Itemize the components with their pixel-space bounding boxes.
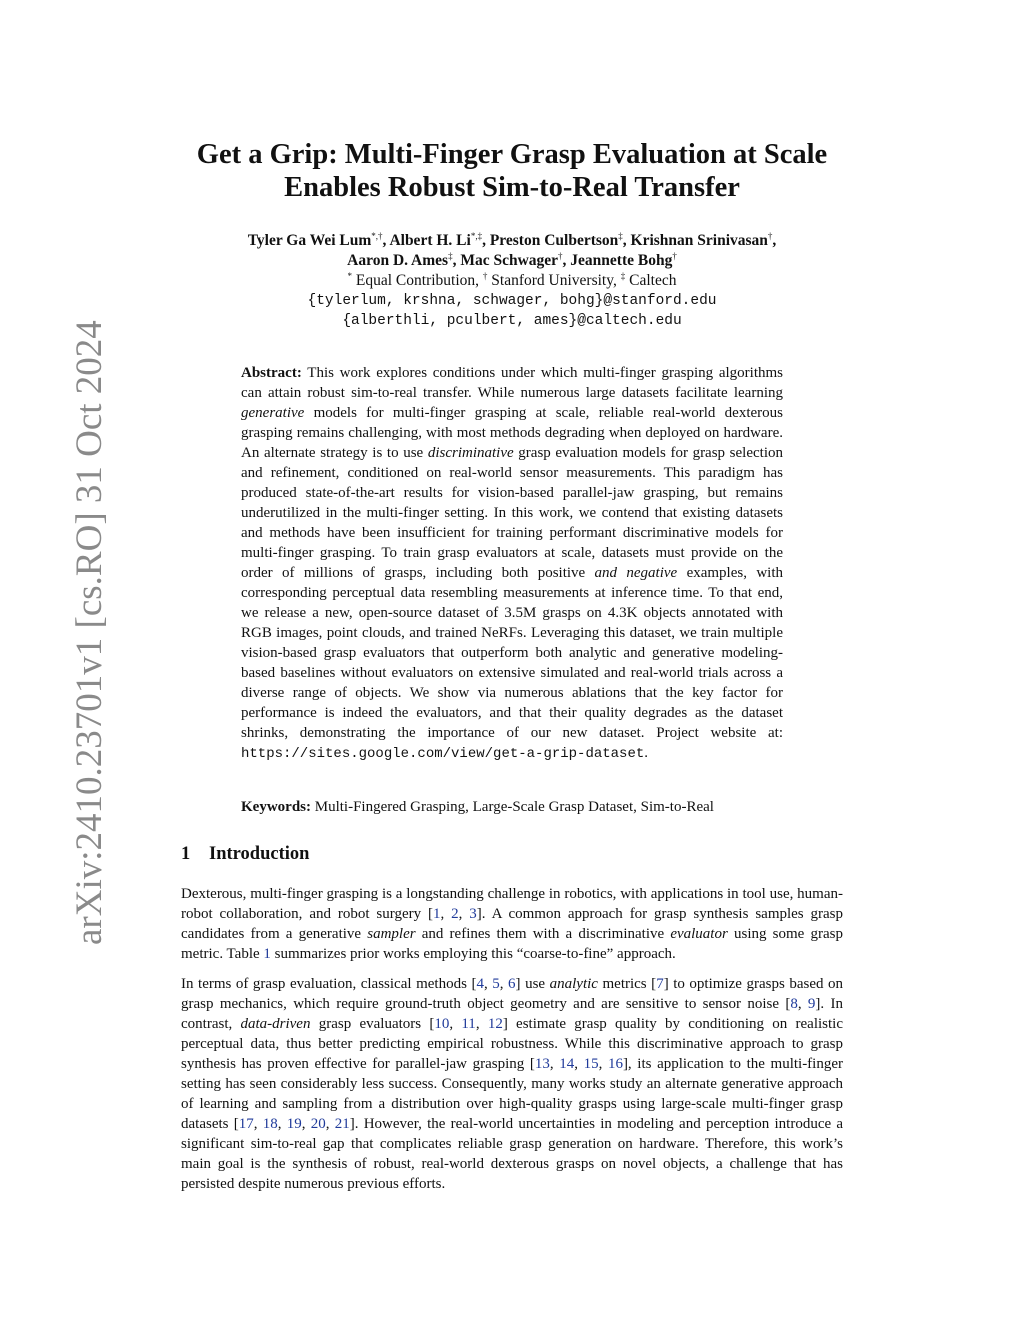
table-link[interactable]: 1 [263,946,271,962]
citation-link[interactable]: 18 [262,1116,278,1132]
section-number: 1 [181,844,191,864]
author-mark: † [767,230,773,241]
citation-link[interactable]: 11 [461,1016,476,1032]
author-name: Jeannette Bohg [570,252,673,269]
abstract: Abstract: This work explores conditions under which multi-finger grasping algorithms can attain robust sim-to-real transfer. While numerous large datasets facilitate learning generative models for multi-finger grasping at scale, reliable real-world dexterous grasping remains challenging, with most methods degrading when deployed on hardware. An alternate strategy is to use discriminative grasp evaluation models for grasp selection and refinement, conditioned on real-world sensor measurements. This paradigm has produced state-of-the-art results for vision-based parallel-jaw grasping, but remains underutilized in the multi-finger setting. In this work, we contend that existing datasets and methods have been insufficient for training performant discriminative models for multi-finger grasping. To train grasp evaluators at scale, datasets must provide on the order of millions of grasps, including both positive and negative examples, with corresponding perceptual data resembling measurements at inference time. To that end, we release a new, open-source dataset of 3.5M grasps on 4.3K objects annotated with RGB images, point clouds, and trained NeRFs. Leveraging this dataset, we train multiple vision-based grasp evaluators that outperform both analytic and generative modeling-based baselines without evaluators on extensive simulated and real-world trials across a diverse range of objects. We show via numerous ablations that the key factor for performance is indeed the evaluators, and that their quality degrades as the dataset shrinks, demonstrating the importance of our new dataset. Project website at: https://sites.google.com/view/get-a-grip-dataset. [241,365,783,762]
author-name: Albert H. Li [389,232,471,249]
author-mark: ‡ [618,230,623,241]
author-name: Tyler Ga Wei Lum [247,232,372,249]
author-name: Aaron D. Ames [347,252,449,269]
author-block [0,231,1024,331]
section-heading [181,843,309,865]
citation-link[interactable]: 1 [433,906,441,922]
citation-link[interactable]: 9 [807,996,816,1012]
intro-paragraph-1: Dexterous, multi-finger grasping is a longstanding challenge in robotics, with applications in tool use, human-robot collaboration, and robot surgery [1, 2, 3]. A common approach for grasp synthesis samples grasp candidates from a generative sampler and refines them with a discriminative evaluator using some grasp metric. Table 1 summarizes prior works employing this “coarse-to-fine” approach. [181,886,844,962]
intro-paragraph-2: In terms of grasp evaluation, classical methods [4, 5, 6] use analytic metrics [7] to optimize grasps based on grasp mechanics, which require ground-truth object geometry and are sensitive to sensor noise [8, 9]. In contrast, data-driven grasp evaluators [10, 11, 12] estimate grasp quality by conditioning on realistic perceptual data, thus better predicting empirical robustness. While this discriminative approach to grasp synthesis has proven effective for parallel-jaw grasping [13, 14, 15, 16], its application to the multi-finger setting has seen considerably less success. Consequently, many works study an alternate generative approach of learning and sampling from a distribution over high-quality grasps using large-scale multi-finger grasp datasets [17, 18, 19, 20, 21]. However, the real-world uncertainties in modeling and perception introduce a significant sim-to-real gap that complicates reliable grasp generation on hardware. Therefore, this work’s main goal is the synthesis of robust, real-world dexterous grasps on novel objects, a challenge that has persisted despite numerous previous efforts. [181,976,844,1192]
citation-link[interactable]: 10 [434,1016,450,1032]
citation-link[interactable]: 6 [508,976,516,992]
author-names: Tyler Ga Wei Lum*,†, Albert H. Li*,‡, Preston Culbertson‡, Krishnan Srinivasan†, [247,230,777,249]
citation-link[interactable]: 4 [476,976,484,992]
keywords [241,797,783,817]
author-name: Mac Schwager [460,252,559,269]
author-mark: † [672,250,677,261]
author-mark: *,‡ [470,230,483,241]
citation-link[interactable]: 2 [451,906,459,922]
author-mark: ‡ [448,250,453,261]
citation-link[interactable]: 21 [334,1116,350,1132]
author-names-line-2: Aaron D. Ames‡, Mac Schwager†, Jeannette Bohg† [347,250,677,269]
citation-link[interactable]: 20 [310,1116,326,1132]
email-stanford: {tylerlum, krshna, schwager, bohg}@stanford.edu [307,293,717,309]
title-line-2: Enables Robust Sim-to-Real Transfer [284,172,740,203]
keywords-text: Multi-Fingered Grasping, Large-Scale Grasp Dataset, Sim-to-Real [314,799,714,815]
arxiv-id: arXiv:2410.23701v1 [cs.RO] 31 Oct 2024 [69,320,110,945]
author-name: Preston Culbertson [489,232,619,249]
section-title: Introduction [209,844,310,864]
paper-title [0,138,1024,204]
title-line-1: Get a Grip: Multi-Finger Grasp Evaluation at Scale [196,139,828,170]
citation-link[interactable]: 5 [492,976,500,992]
project-website-link[interactable]: https://sites.google.com/view/get-a-grip-dataset [241,746,645,762]
citation-link[interactable]: 7 [656,976,664,992]
email-caltech: {alberthli, pculbert, ames}@caltech.edu [342,313,682,329]
citation-link[interactable]: 13 [534,1056,550,1072]
citation-link[interactable]: 14 [559,1056,575,1072]
abstract-label: Abstract: [241,365,302,381]
citation-link[interactable]: 17 [238,1116,254,1132]
citation-link[interactable]: 8 [790,996,798,1012]
citation-link[interactable]: 3 [469,906,477,922]
citation-link[interactable]: 12 [487,1016,503,1032]
author-name: Krishnan Srinivasan [630,232,768,249]
citation-link[interactable]: 16 [607,1056,623,1072]
author-mark: † [558,250,563,261]
affiliations: * Equal Contribution, † Stanford University, ‡ Caltech [347,270,677,289]
citation-link[interactable]: 19 [286,1116,302,1132]
keywords-label: Keywords: [241,799,311,815]
author-mark: *,† [371,230,383,241]
arxiv-watermark [30,320,110,945]
citation-link[interactable]: 15 [583,1056,599,1072]
